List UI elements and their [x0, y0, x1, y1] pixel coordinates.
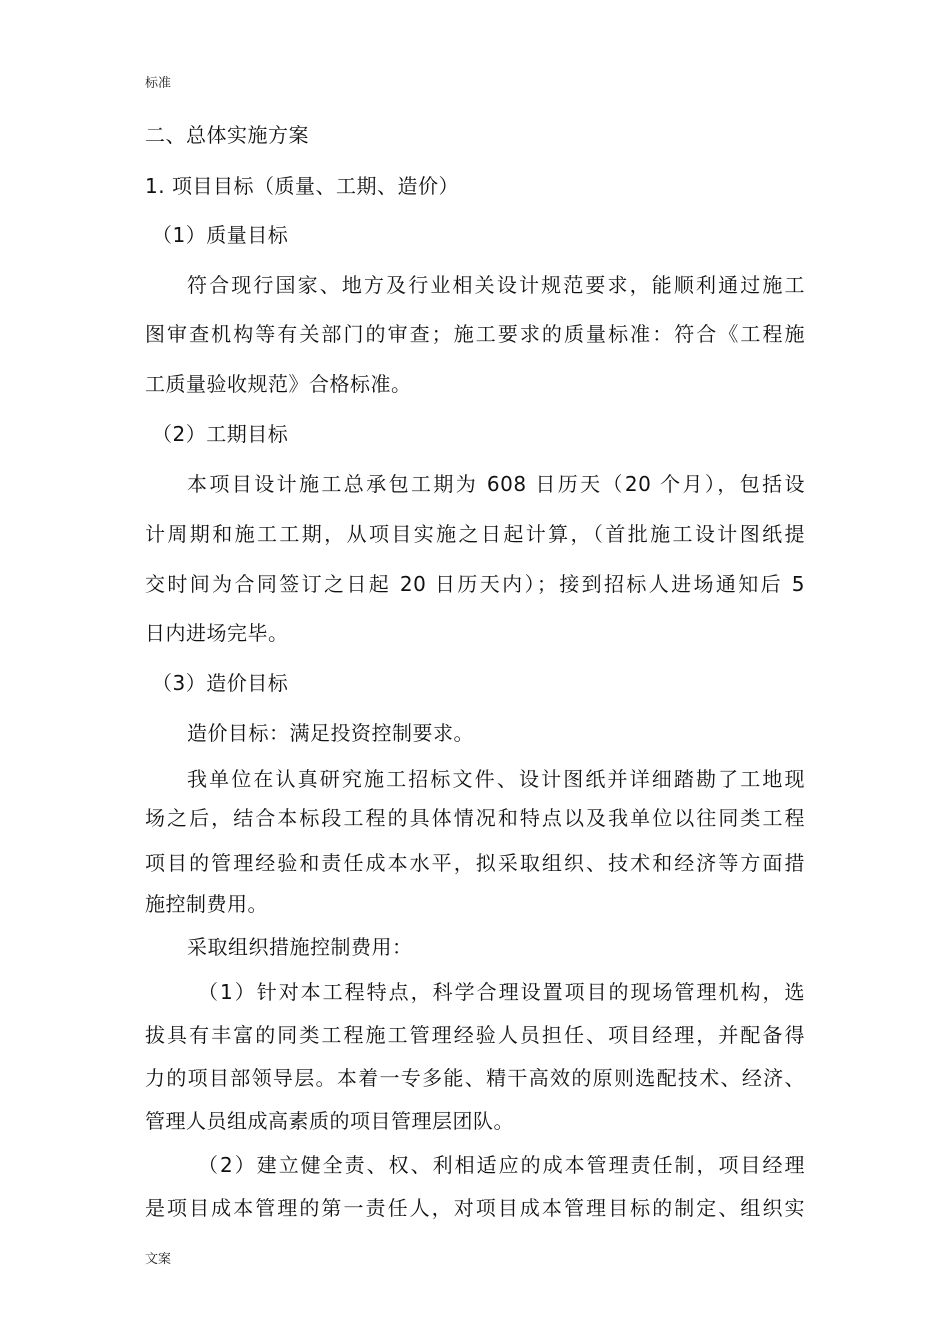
paragraph-line: 项目的管理经验和责任成本水平，拟采取组织、技术和经济等方面措: [145, 851, 805, 875]
paragraph-line: 管理人员组成高素质的项目管理层团队。: [145, 1109, 514, 1133]
page-header: 标准: [145, 76, 172, 91]
paragraph-line: 造价目标：满足投资控制要求。: [187, 721, 474, 745]
paragraph-line: （1）针对本工程特点，科学合理设置项目的现场管理机构，选: [198, 980, 805, 1004]
schedule-goal-heading: （2）工期目标: [152, 422, 289, 446]
paragraph-line: 我单位在认真研究施工招标文件、设计图纸并详细踏勘了工地现: [187, 767, 805, 791]
paragraph-line: 施控制费用。: [145, 892, 268, 916]
paragraph-line: 本项目设计施工总承包工期为 608 日历天（20 个月），包括设: [187, 472, 805, 496]
paragraph-line: 拔具有丰富的同类工程施工管理经验人员担任、项目经理，并配备得: [145, 1023, 805, 1047]
paragraph-line: 日内进场完毕。: [145, 621, 289, 645]
quality-goal-heading: （1）质量目标: [152, 223, 289, 247]
paragraph-line: 场之后，结合本标段工程的具体情况和特点以及我单位以往同类工程: [145, 806, 805, 830]
paragraph-line: 工质量验收规范》合格标准。: [145, 372, 412, 396]
paragraph-line: 采取组织措施控制费用：: [187, 935, 413, 959]
paragraph-line: 图审查机构等有关部门的审查；施工要求的质量标准：符合《工程施: [145, 322, 805, 346]
paragraph-line: 是项目成本管理的第一责任人，对项目成本管理目标的制定、组织实: [145, 1196, 805, 1220]
paragraph-line: 交时间为合同签订之日起 20 日历天内）；接到招标人进场通知后 5: [145, 572, 805, 596]
paragraph-line: 计周期和施工工期，从项目实施之日起计算，（首批施工设计图纸提: [145, 522, 805, 546]
cost-goal-heading: （3）造价目标: [152, 671, 289, 695]
paragraph-line: 力的项目部领导层。本着一专多能、精干高效的原则选配技术、经济、: [145, 1066, 805, 1090]
paragraph-line: 符合现行国家、地方及行业相关设计规范要求，能顺利通过施工: [187, 273, 805, 297]
section-heading: 二、总体实施方案: [145, 123, 309, 147]
paragraph-line: （2）建立健全责、权、利相适应的成本管理责任制，项目经理: [198, 1153, 805, 1177]
subsection-heading: 1. 项目目标（质量、工期、造价）: [145, 174, 459, 198]
page-footer: 文案: [145, 1252, 172, 1267]
